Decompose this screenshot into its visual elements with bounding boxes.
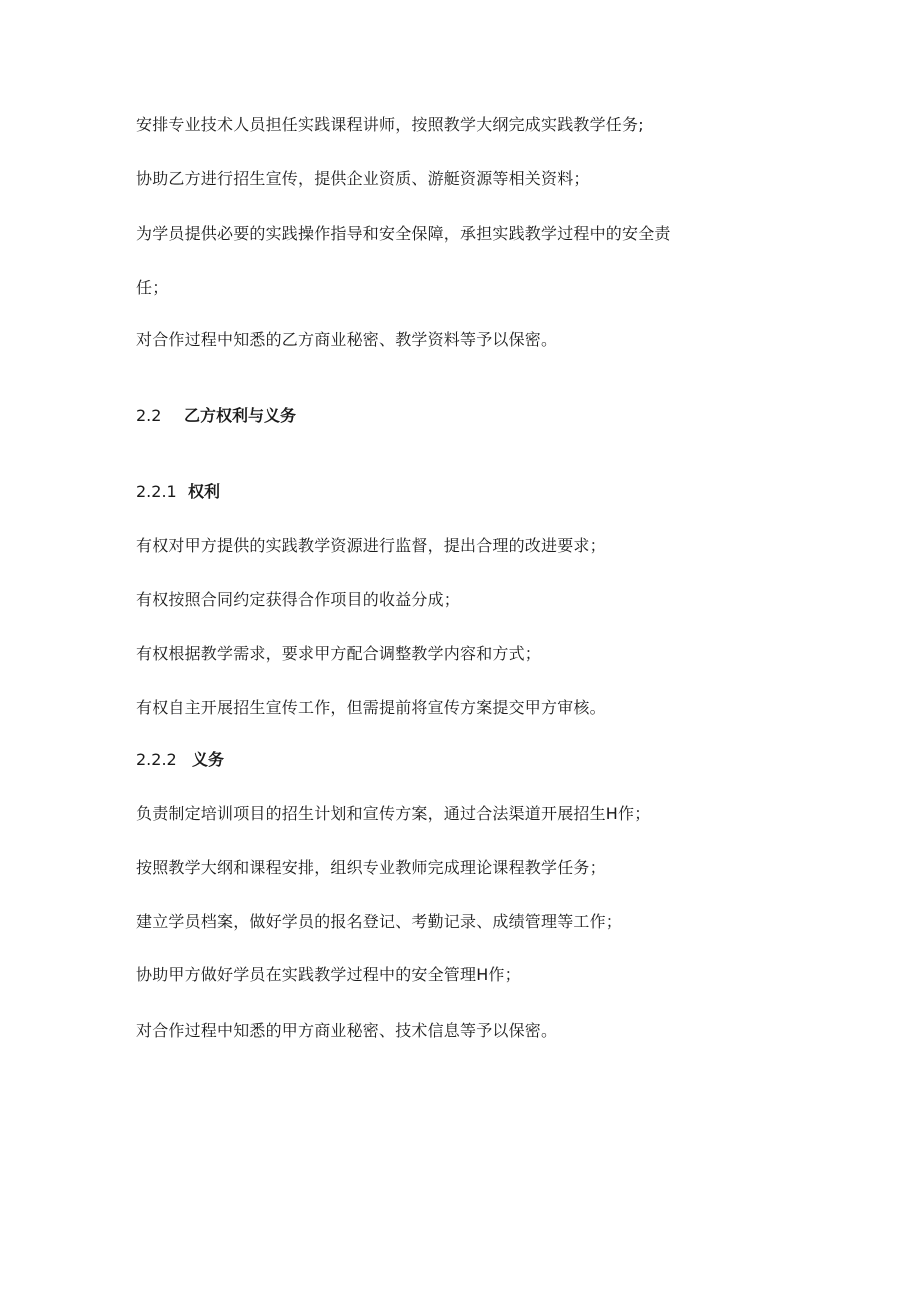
- paragraph-line: 协助乙方进行招生宣传，提供企业资质、游艇资源等相关资料；: [136, 169, 590, 188]
- paragraph-line: 对合作过程中知悉的甲方商业秘密、技术信息等予以保密。: [136, 1021, 558, 1040]
- section-title: 权利: [188, 482, 221, 501]
- paragraph-line: 任；: [136, 278, 169, 297]
- paragraph-line: 有权按照合同约定获得合作项目的收益分成；: [136, 590, 461, 609]
- section-title: 乙方权利与义务: [184, 406, 297, 425]
- section-number: 2.2.1: [136, 482, 177, 501]
- section-number: 2.2.2: [136, 750, 177, 769]
- paragraph-line: 负责制定培训项目的招生计划和宣传方案，通过合法渠道开展招生H作；: [136, 804, 651, 823]
- section-heading-2-2: [136, 405, 296, 427]
- section-number: 2.2: [136, 406, 162, 425]
- paragraph-line: 有权对甲方提供的实践教学资源进行监督，提出合理的改进要求；: [136, 536, 606, 555]
- section-heading-2-2-1: [136, 481, 220, 503]
- paragraph-line: 按照教学大纲和课程安排，组织专业教师完成理论课程教学任务；: [136, 858, 606, 877]
- paragraph-line: 对合作过程中知悉的乙方商业秘密、教学资料等予以保密。: [136, 330, 558, 349]
- paragraph-line: 协助甲方做好学员在实践教学过程中的安全管理H作；: [136, 965, 521, 984]
- section-title: 义务: [192, 750, 225, 769]
- paragraph-line: 为学员提供必要的实践操作指导和安全保障，承担实践教学过程中的安全责: [136, 224, 671, 243]
- paragraph-line: 建立学员档案，做好学员的报名登记、考勤记录、成绩管理等工作；: [136, 912, 623, 931]
- paragraph-line: 安排专业技术人员担任实践课程讲师，按照教学大纲完成实践教学任务;: [136, 115, 644, 134]
- paragraph-line: 有权根据教学需求，要求甲方配合调整教学内容和方式；: [136, 644, 542, 663]
- section-heading-2-2-2: [136, 749, 224, 771]
- paragraph-line: 有权自主开展招生宣传工作，但需提前将宣传方案提交甲方审核。: [136, 698, 606, 717]
